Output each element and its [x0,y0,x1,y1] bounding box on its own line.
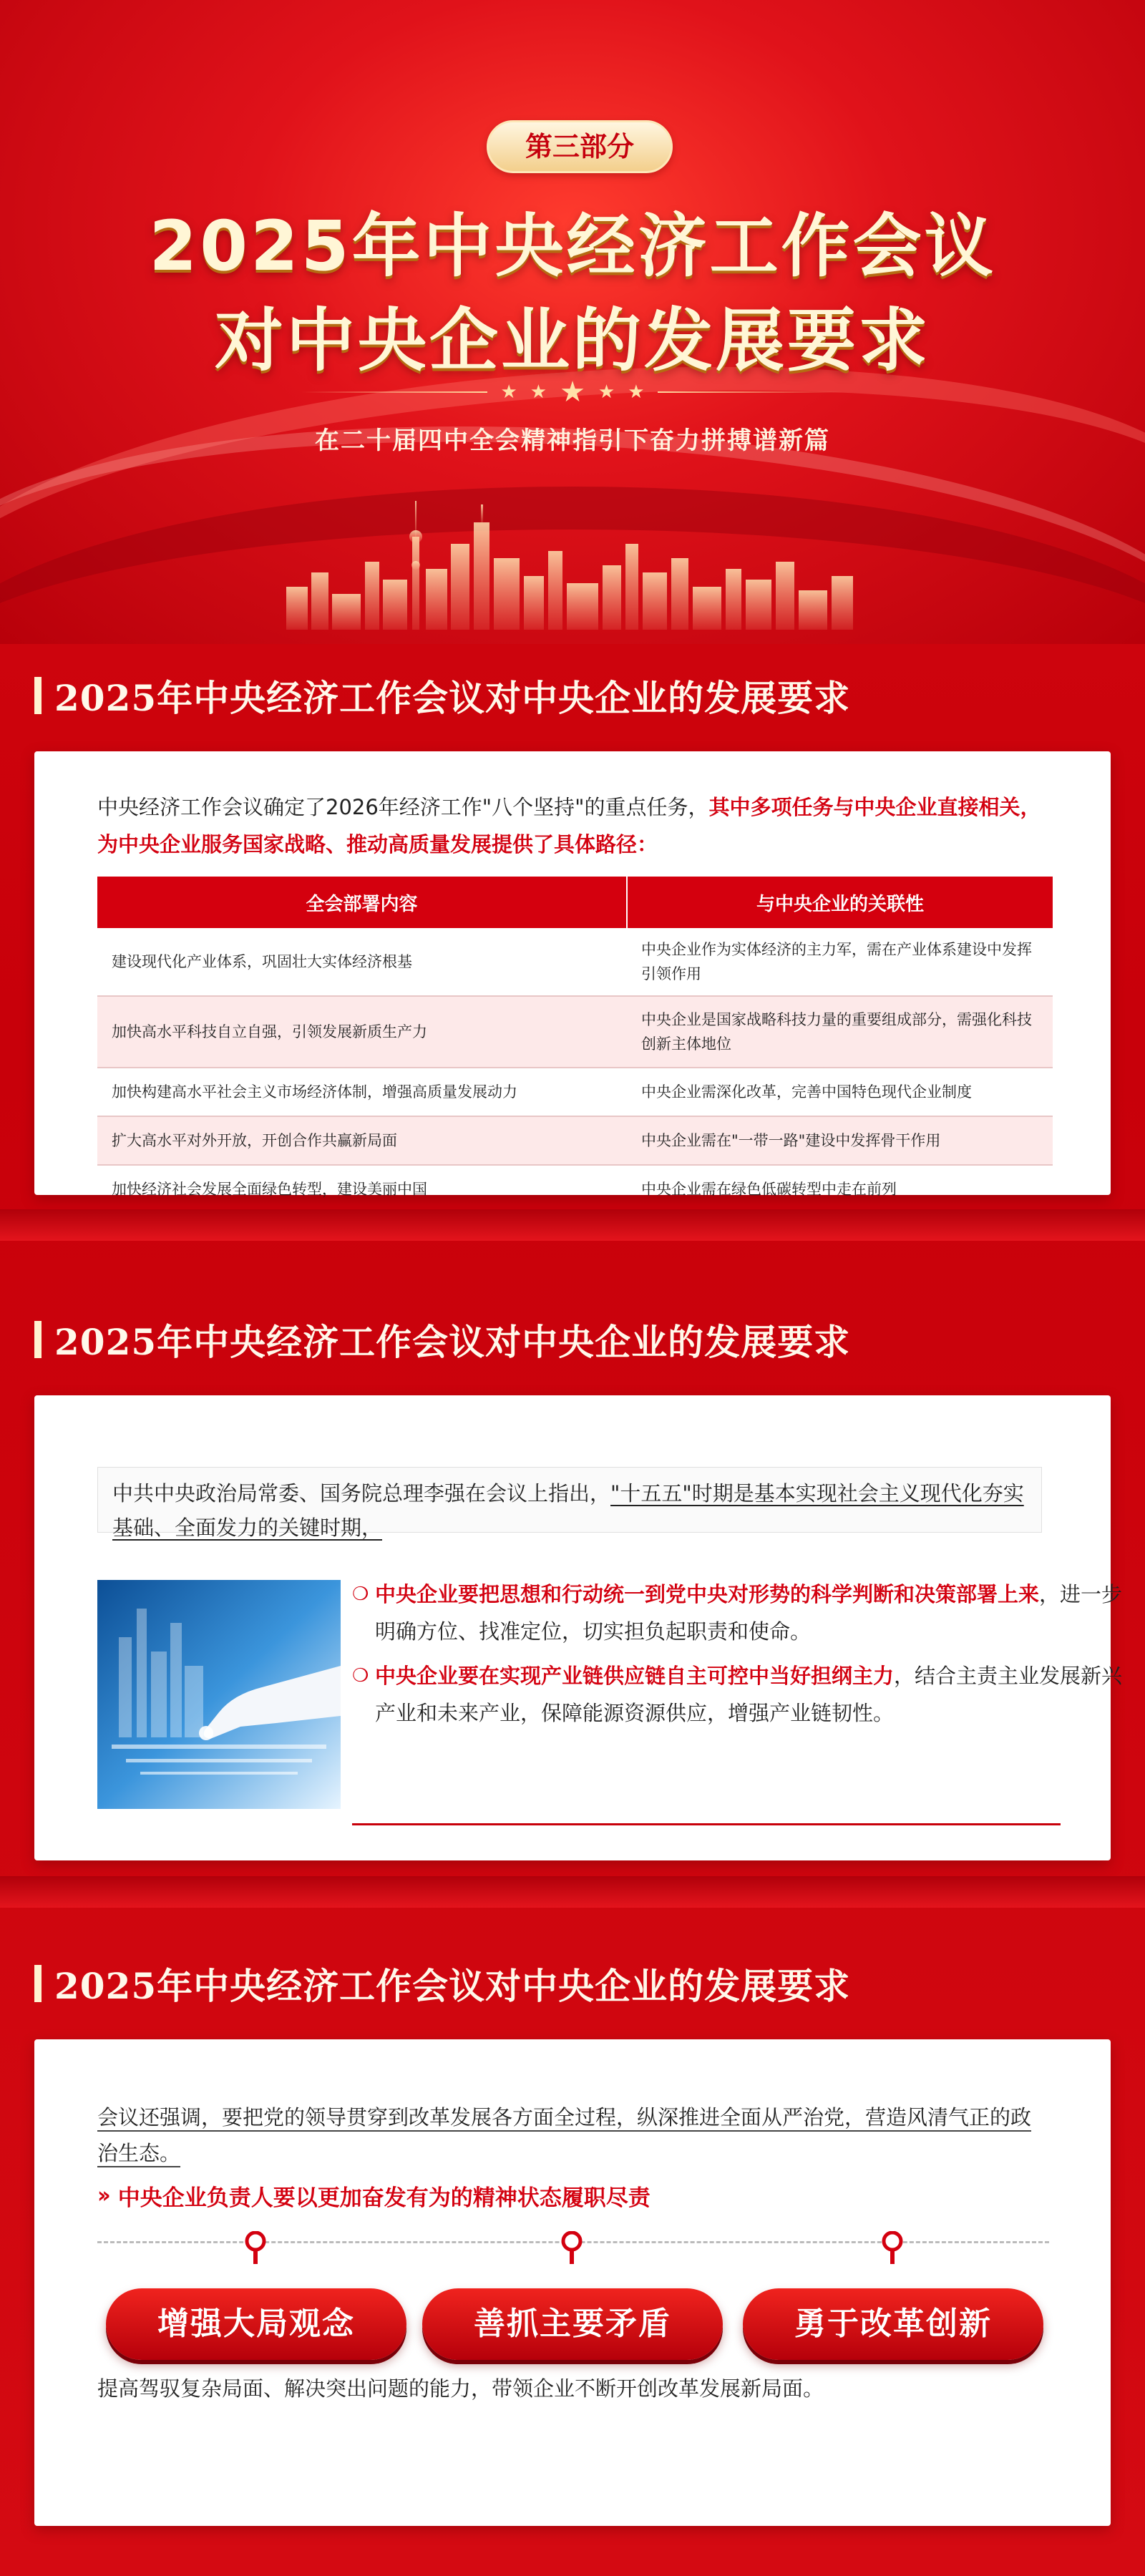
circle-bullet-icon: ❍ [352,1584,369,1605]
double-chevron-icon: ›› [97,2183,107,2208]
section-2-header [34,1317,850,1362]
hero-title-line1: 2025年中央经济工作会议 [149,206,996,286]
table-cell: 加快高水平科技自立自强，引领发展新质生产力 [97,996,627,1068]
pill-button: 增强大局观念 [106,2288,406,2360]
section-1-header [34,673,850,718]
table-cell: 中央企业需在绿色低碳转型中走在前列 [627,1165,1053,1214]
star-icon: ★ [500,381,517,403]
divider [352,1823,1061,1825]
table-cell: 建设现代化产业体系，巩固壮大实体经济根基 [97,928,627,996]
list-item [352,1657,1125,1732]
up-arrow-icon [239,2231,272,2264]
table-cell: 加快构建高水平社会主义市场经济体制，增强高质量发展动力 [97,1068,627,1116]
circle-bullet-icon: ❍ [352,1665,369,1687]
section-1-intro [97,789,1056,863]
star-icon: ★ [530,381,547,403]
table-row [97,1116,1053,1165]
table-cell: 中央企业作为实体经济的主力军，需在产业体系建设中发挥引领作用 [627,928,1053,996]
hero-banner [0,0,1145,644]
pill-item [106,2231,406,2346]
divider-line-left [301,391,487,393]
table-header-cell: 全会部署内容 [97,877,627,928]
requirements-list [352,1576,1125,1739]
star-icon: ★ [598,381,615,403]
bullet-text: ，结合主责主业发展新兴产业和未来产业，保障能源资源供应，增强产业链韧性。 [375,1664,1123,1725]
section-marker [34,1965,42,2002]
section-1-card [34,751,1111,1198]
quote-text: 中共中央政治局常委、国务院总理李强在会议上指出， [112,1481,611,1506]
table-cell: 加快经济社会发展全面绿色转型，建设美丽中国 [97,1165,627,1214]
intro-highlight: 其中多项任务与中央企业直接相关，为中央企业服务国家战略、推动高质量发展提供了具体路径： [97,795,1041,857]
pill-item [743,2231,1043,2346]
pill-button: 善抓主要矛盾 [422,2288,723,2360]
section-2-title: 2025年中央经济工作会议对中央企业的发展要求 [54,1321,851,1363]
city-skyline-icon [272,494,873,630]
divider-line-right [658,391,844,393]
intro-text: 中央经济工作会议确定了2026年经济工作"八个坚持"的重点任务， [97,795,709,819]
section-2-card [34,1395,1123,1860]
table-header-row [97,877,1053,928]
section-3-intro: 会议还强调，要把党的领导贯穿到改革发展各方面全过程，纵深推进全面从严治党，营造风清气正的政治生态。 [97,2105,1032,2165]
section-1 [0,644,1145,1259]
decorative-band [0,1209,1145,1241]
section-3-title: 2025年中央经济工作会议对中央企业的发展要求 [54,1965,851,2007]
section-3-header [34,1961,850,2006]
premier-quote [97,1467,1042,1540]
quote-underlined: "十五五"时期是基本实现社会主义现代化夯实基础、全面发力的关键时期， [112,1481,1024,1540]
star-divider [0,376,1145,409]
list-item [352,1576,1125,1650]
bullet-text: ，进一步明确方位、找准定位，切实担负起职责和使命。 [375,1582,1123,1644]
tech-hand-image [97,1580,341,1809]
section-3-outro: 提高驾驭复杂局面、解决突出问题的能力，带领企业不断开创改革发展新局面。 [97,2376,824,2401]
section-1-title: 2025年中央经济工作会议对中央企业的发展要求 [54,677,851,719]
table-cell: 扩大高水平对外开放，开创合作共赢新局面 [97,1116,627,1165]
bullet-highlight: 中央企业要在实现产业链供应链自主可控中当好担纲主力 [375,1664,895,1688]
star-icon: ★ [628,381,645,403]
deployment-table [97,877,1053,1215]
hero-title-line2: 对中央企业的发展要求 [215,301,930,381]
table-cell: 中央企业需深化改革，完善中国特色现代企业制度 [627,1068,1053,1116]
section-marker [34,677,42,714]
hero-subtitle: 在二十届四中全会精神指引下奋力拼搏谱新篇 [315,426,830,455]
table-row [97,996,1053,1068]
pill-item [422,2231,723,2346]
key-requirement-text: 中央企业负责人要以更加奋发有为的精神状态履职尽责 [117,2185,651,2211]
table-cell: 中央企业需在"一带一路"建设中发挥骨干作用 [627,1116,1053,1165]
up-arrow-icon [876,2231,909,2264]
section-3 [0,1903,1145,2576]
star-icon: ★ [560,376,585,409]
section-2 [0,1259,1145,1903]
pill-button: 勇于改革创新 [743,2288,1043,2360]
bullet-highlight: 中央企业要把思想和行动统一到党中央对形势的科学判断和决策部署上来 [375,1582,1040,1606]
section-3-card [34,2039,1111,2526]
table-row [97,1068,1053,1116]
key-requirement [97,2180,651,2212]
table-header-cell: 与中央企业的关联性 [627,877,1053,928]
section-badge: 第三部分 [487,120,673,173]
table-row [97,928,1053,996]
section-marker [34,1321,42,1358]
up-arrow-icon [555,2231,588,2264]
table-cell: 中央企业是国家战略科技力量的重要组成部分，需强化科技创新主体地位 [627,996,1053,1068]
table-row [97,1165,1053,1214]
